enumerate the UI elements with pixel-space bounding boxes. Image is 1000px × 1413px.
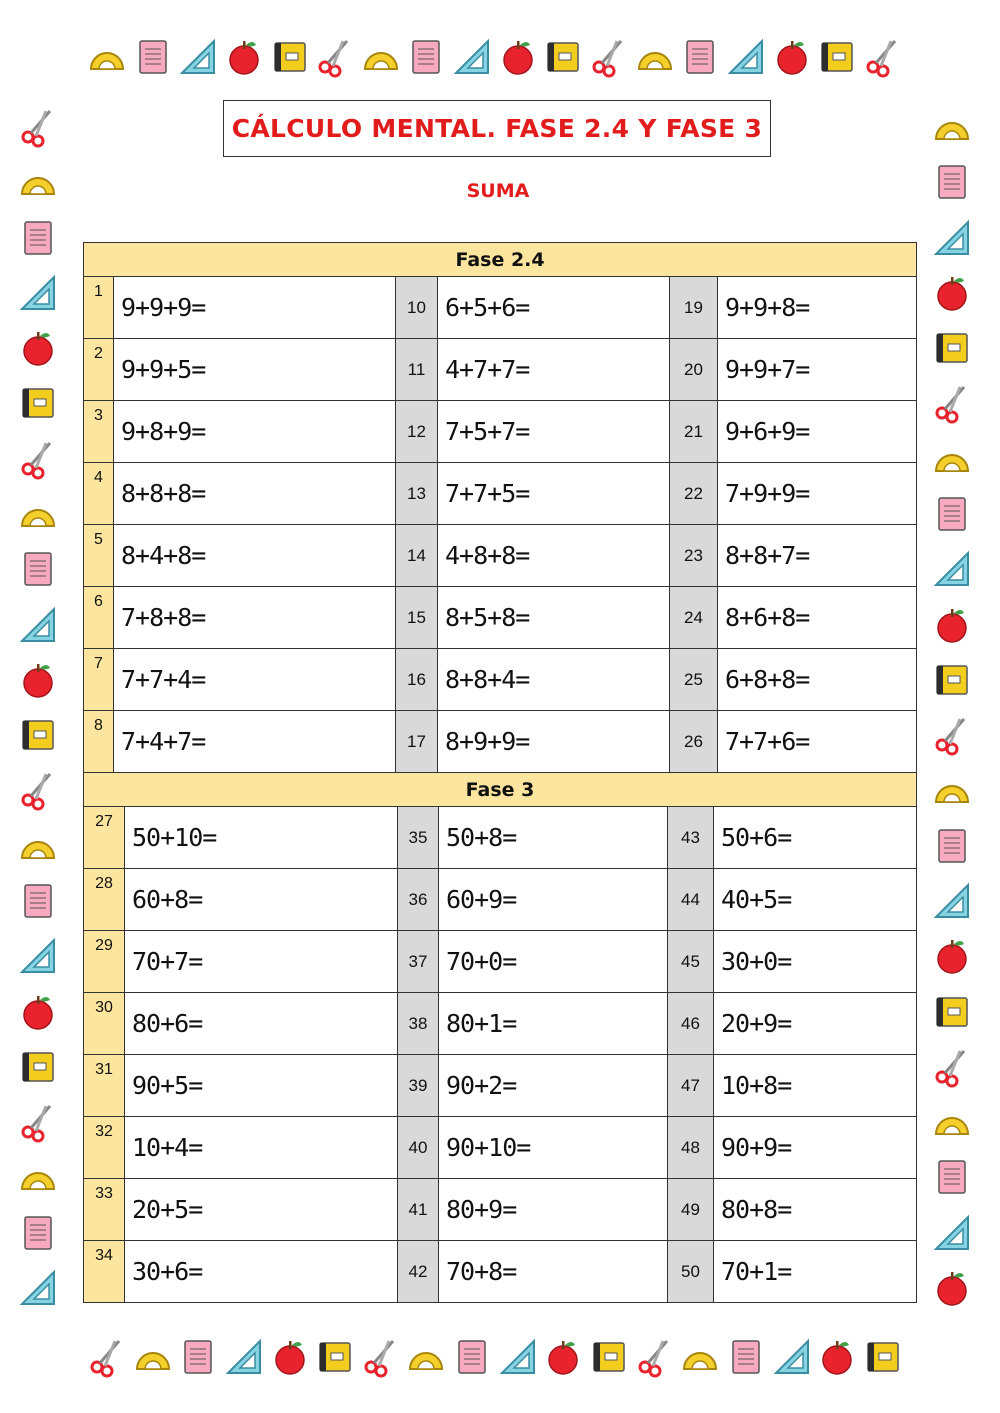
set-square-icon	[770, 1335, 814, 1379]
book-icon	[16, 381, 60, 425]
problem-expression: 7+4+7=	[114, 711, 396, 773]
table-row	[84, 931, 917, 993]
notebook-icon	[16, 1211, 60, 1255]
problem-number: 29	[84, 931, 125, 993]
border-left	[4, 105, 72, 1310]
problem-number: 50	[668, 1241, 714, 1303]
book-icon	[541, 35, 585, 79]
problem-expression: 9+8+9=	[114, 401, 396, 463]
problem-number: 5	[84, 525, 114, 587]
problem-number: 35	[398, 807, 439, 869]
apple-icon	[541, 1335, 585, 1379]
apple-icon	[16, 990, 60, 1034]
problem-expression: 60+8=	[125, 869, 398, 931]
apple-icon	[770, 35, 814, 79]
scissors-icon	[861, 35, 905, 79]
scissors-icon	[633, 1335, 677, 1379]
notebook-icon	[16, 216, 60, 260]
border-bottom	[85, 1322, 905, 1392]
protractor-icon	[85, 35, 129, 79]
apple-icon	[930, 934, 974, 978]
scissors-icon	[930, 1045, 974, 1089]
problem-expression: 7+8+8=	[114, 587, 396, 649]
problem-number: 15	[396, 587, 438, 649]
problem-number: 36	[398, 869, 439, 931]
notebook-icon	[176, 1335, 220, 1379]
problem-number: 33	[84, 1179, 125, 1241]
apple-icon	[222, 35, 266, 79]
problem-expression: 8+8+7=	[718, 525, 917, 587]
table-row	[84, 525, 917, 587]
apple-icon	[930, 603, 974, 647]
problem-number: 38	[398, 993, 439, 1055]
problem-number: 24	[670, 587, 718, 649]
problem-expression: 80+6=	[125, 993, 398, 1055]
notebook-icon	[450, 1335, 494, 1379]
notebook-icon	[678, 35, 722, 79]
apple-icon	[268, 1335, 312, 1379]
problem-number: 23	[670, 525, 718, 587]
problem-number: 40	[398, 1117, 439, 1179]
table-row	[84, 649, 917, 711]
problem-expression: 8+8+4=	[438, 649, 670, 711]
table-heading: Fase 2.4	[84, 243, 917, 277]
notebook-icon	[404, 35, 448, 79]
problem-number: 39	[398, 1055, 439, 1117]
problem-expression: 4+7+7=	[438, 339, 670, 401]
book-icon	[587, 1335, 631, 1379]
apple-icon	[930, 1266, 974, 1310]
apple-icon	[16, 658, 60, 702]
fase-2-4-table	[83, 242, 917, 773]
problem-number: 48	[668, 1117, 714, 1179]
set-square-icon	[930, 216, 974, 260]
problem-number: 17	[396, 711, 438, 773]
notebook-icon	[724, 1335, 768, 1379]
problem-expression: 7+7+4=	[114, 649, 396, 711]
protractor-icon	[16, 824, 60, 868]
problem-expression: 80+1=	[439, 993, 668, 1055]
book-icon	[930, 326, 974, 370]
set-square-icon	[16, 271, 60, 315]
problem-number: 1	[84, 277, 114, 339]
problem-number: 34	[84, 1241, 125, 1303]
book-icon	[16, 713, 60, 757]
table-row	[84, 711, 917, 773]
problem-expression: 80+9=	[439, 1179, 668, 1241]
problem-expression: 6+5+6=	[438, 277, 670, 339]
fase-3-table	[83, 772, 917, 1303]
table-row	[84, 1055, 917, 1117]
title-box	[223, 100, 771, 157]
problem-number: 19	[670, 277, 718, 339]
problem-number: 10	[396, 277, 438, 339]
problem-number: 49	[668, 1179, 714, 1241]
problem-number: 44	[668, 869, 714, 931]
problem-number: 12	[396, 401, 438, 463]
problem-number: 46	[668, 993, 714, 1055]
protractor-icon	[930, 105, 974, 149]
apple-icon	[16, 326, 60, 370]
problem-number: 28	[84, 869, 125, 931]
notebook-icon	[131, 35, 175, 79]
notebook-icon	[16, 547, 60, 591]
problem-expression: 7+9+9=	[718, 463, 917, 525]
problem-expression: 90+2=	[439, 1055, 668, 1117]
set-square-icon	[16, 603, 60, 647]
table-row	[84, 401, 917, 463]
problem-expression: 9+9+5=	[114, 339, 396, 401]
table-row	[84, 1117, 917, 1179]
border-top	[85, 22, 905, 92]
page-title: CÁLCULO MENTAL. FASE 2.4 Y FASE 3	[231, 114, 763, 143]
problem-number: 6	[84, 587, 114, 649]
problem-number: 4	[84, 463, 114, 525]
problem-number: 22	[670, 463, 718, 525]
problem-number: 43	[668, 807, 714, 869]
protractor-icon	[404, 1335, 448, 1379]
scissors-icon	[16, 105, 60, 149]
problem-number: 37	[398, 931, 439, 993]
problem-number: 30	[84, 993, 125, 1055]
book-icon	[930, 990, 974, 1034]
notebook-icon	[930, 492, 974, 536]
problem-expression: 8+8+8=	[114, 463, 396, 525]
problem-expression: 20+5=	[125, 1179, 398, 1241]
protractor-icon	[930, 1100, 974, 1144]
scissors-icon	[930, 713, 974, 757]
table-row	[84, 1179, 917, 1241]
problem-number: 16	[396, 649, 438, 711]
set-square-icon	[930, 879, 974, 923]
problem-expression: 30+0=	[714, 931, 917, 993]
set-square-icon	[724, 35, 768, 79]
scissors-icon	[313, 35, 357, 79]
set-square-icon	[16, 1266, 60, 1310]
scissors-icon	[85, 1335, 129, 1379]
protractor-icon	[16, 1155, 60, 1199]
problem-number: 26	[670, 711, 718, 773]
problem-expression: 9+9+8=	[718, 277, 917, 339]
problem-number: 13	[396, 463, 438, 525]
problem-expression: 50+6=	[714, 807, 917, 869]
problem-number: 31	[84, 1055, 125, 1117]
problem-expression: 90+9=	[714, 1117, 917, 1179]
protractor-icon	[359, 35, 403, 79]
scissors-icon	[16, 437, 60, 481]
apple-icon	[930, 271, 974, 315]
problem-expression: 7+7+5=	[438, 463, 670, 525]
protractor-icon	[131, 1335, 175, 1379]
table-row	[84, 277, 917, 339]
protractor-icon	[16, 492, 60, 536]
problem-expression: 8+6+8=	[718, 587, 917, 649]
problem-number: 2	[84, 339, 114, 401]
scissors-icon	[16, 768, 60, 812]
apple-icon	[496, 35, 540, 79]
scissors-icon	[16, 1100, 60, 1144]
book-icon	[268, 35, 312, 79]
book-icon	[16, 1045, 60, 1089]
book-icon	[313, 1335, 357, 1379]
page-subtitle: SUMA	[466, 180, 530, 202]
problem-expression: 90+10=	[439, 1117, 668, 1179]
protractor-icon	[633, 35, 677, 79]
scissors-icon	[587, 35, 631, 79]
set-square-icon	[930, 1211, 974, 1255]
scissors-icon	[359, 1335, 403, 1379]
problem-expression: 7+7+6=	[718, 711, 917, 773]
set-square-icon	[496, 1335, 540, 1379]
table-row	[84, 1241, 917, 1303]
problem-expression: 9+9+9=	[114, 277, 396, 339]
problem-expression: 40+5=	[714, 869, 917, 931]
table-row	[84, 993, 917, 1055]
table-row	[84, 807, 917, 869]
problem-expression: 8+9+9=	[438, 711, 670, 773]
set-square-icon	[16, 934, 60, 978]
protractor-icon	[930, 768, 974, 812]
table-row	[84, 869, 917, 931]
problem-expression: 70+8=	[439, 1241, 668, 1303]
problem-number: 27	[84, 807, 125, 869]
problem-expression: 8+5+8=	[438, 587, 670, 649]
protractor-icon	[930, 437, 974, 481]
problem-number: 14	[396, 525, 438, 587]
problem-number: 32	[84, 1117, 125, 1179]
table-row	[84, 587, 917, 649]
problem-expression: 7+5+7=	[438, 401, 670, 463]
problem-number: 3	[84, 401, 114, 463]
problem-number: 42	[398, 1241, 439, 1303]
problem-number: 7	[84, 649, 114, 711]
set-square-icon	[930, 547, 974, 591]
border-right	[918, 105, 986, 1310]
problem-number: 20	[670, 339, 718, 401]
problem-expression: 50+8=	[439, 807, 668, 869]
notebook-icon	[16, 879, 60, 923]
problem-expression: 70+1=	[714, 1241, 917, 1303]
problem-expression: 80+8=	[714, 1179, 917, 1241]
problem-expression: 70+0=	[439, 931, 668, 993]
problem-number: 21	[670, 401, 718, 463]
set-square-icon	[222, 1335, 266, 1379]
scissors-icon	[930, 381, 974, 425]
table-row	[84, 463, 917, 525]
problem-expression: 8+4+8=	[114, 525, 396, 587]
notebook-icon	[930, 824, 974, 868]
problem-number: 25	[670, 649, 718, 711]
problem-number: 8	[84, 711, 114, 773]
problem-number: 45	[668, 931, 714, 993]
problem-expression: 20+9=	[714, 993, 917, 1055]
book-icon	[861, 1335, 905, 1379]
problem-number: 47	[668, 1055, 714, 1117]
problem-expression: 10+4=	[125, 1117, 398, 1179]
book-icon	[815, 35, 859, 79]
protractor-icon	[678, 1335, 722, 1379]
problem-expression: 50+10=	[125, 807, 398, 869]
problem-expression: 30+6=	[125, 1241, 398, 1303]
problem-expression: 70+7=	[125, 931, 398, 993]
problem-number: 41	[398, 1179, 439, 1241]
problem-expression: 10+8=	[714, 1055, 917, 1117]
notebook-icon	[930, 1155, 974, 1199]
problem-expression: 9+6+9=	[718, 401, 917, 463]
problem-number: 11	[396, 339, 438, 401]
problem-expression: 90+5=	[125, 1055, 398, 1117]
problem-expression: 6+8+8=	[718, 649, 917, 711]
apple-icon	[815, 1335, 859, 1379]
table-row	[84, 339, 917, 401]
set-square-icon	[176, 35, 220, 79]
problem-expression: 4+8+8=	[438, 525, 670, 587]
problem-expression: 60+9=	[439, 869, 668, 931]
set-square-icon	[450, 35, 494, 79]
problem-expression: 9+9+7=	[718, 339, 917, 401]
book-icon	[930, 658, 974, 702]
table-heading: Fase 3	[84, 773, 917, 807]
